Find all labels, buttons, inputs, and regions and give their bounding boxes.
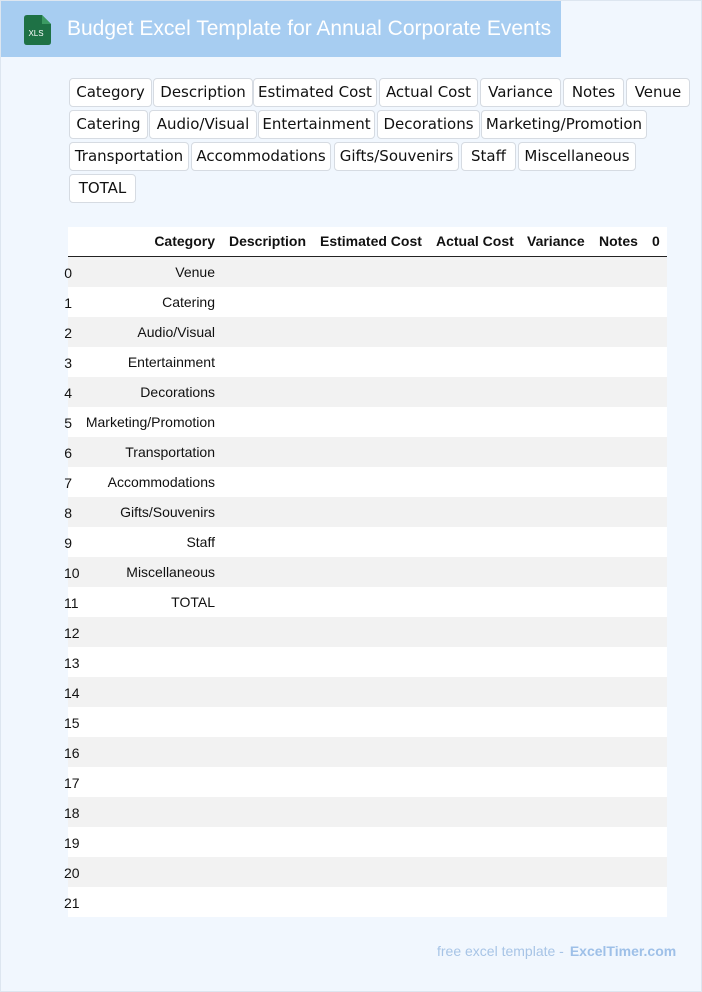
page-title: Budget Excel Template for Annual Corporate Events	[67, 17, 552, 40]
chip[interactable]: Description	[153, 78, 253, 107]
row-index: 5	[64, 415, 72, 431]
header-bar	[1, 1, 561, 57]
chip[interactable]: Catering	[69, 110, 148, 139]
chip[interactable]: Marketing/Promotion	[481, 110, 647, 139]
data-table	[64, 227, 667, 917]
table-row	[64, 617, 667, 647]
footer-text: free excel template -	[437, 943, 564, 959]
table-row	[64, 587, 667, 617]
chip[interactable]: Venue	[626, 78, 690, 107]
row-index: 1	[64, 295, 72, 311]
table-row	[64, 437, 667, 467]
row-index: 13	[64, 655, 80, 671]
footer-brand-link[interactable]: ExcelTimer.com	[569, 943, 677, 959]
table-row	[64, 647, 667, 677]
chip[interactable]: Audio/Visual	[149, 110, 257, 139]
chip[interactable]: Accommodations	[191, 142, 331, 171]
category-cell[interactable]: Catering	[162, 294, 215, 310]
row-index: 8	[64, 505, 72, 521]
column-header: Notes	[599, 233, 638, 249]
table-row	[64, 407, 667, 437]
svg-text:XLS: XLS	[28, 29, 44, 38]
category-cell[interactable]: Staff	[186, 534, 215, 550]
category-cell[interactable]: Venue	[175, 264, 215, 280]
category-cell[interactable]: TOTAL	[171, 594, 215, 610]
row-index: 11	[64, 595, 79, 611]
row-index: 16	[64, 745, 80, 761]
table-row	[64, 797, 667, 827]
chip[interactable]: TOTAL	[69, 174, 136, 203]
chip[interactable]: Notes	[563, 78, 624, 107]
row-index: 6	[64, 445, 72, 461]
chip[interactable]: Miscellaneous	[518, 142, 636, 171]
row-index: 14	[64, 685, 80, 701]
row-index: 2	[64, 325, 72, 341]
table-row	[64, 467, 667, 497]
category-cell[interactable]: Audio/Visual	[137, 324, 215, 340]
chip[interactable]: Transportation	[69, 142, 189, 171]
category-cell[interactable]: Miscellaneous	[126, 564, 215, 580]
row-index: 17	[64, 775, 80, 791]
row-index: 12	[64, 625, 80, 641]
table-row	[64, 857, 667, 887]
row-index: 4	[64, 385, 72, 401]
row-index: 3	[64, 355, 72, 371]
row-index: 20	[64, 865, 80, 881]
table-row	[64, 767, 667, 797]
column-header: Description	[229, 233, 307, 249]
column-header: 0	[652, 233, 660, 249]
row-index: 18	[64, 805, 80, 821]
column-header: Estimated Cost	[320, 233, 422, 249]
row-index: 15	[64, 715, 80, 731]
chip[interactable]: Variance	[480, 78, 561, 107]
footer-credit	[437, 943, 676, 959]
chip[interactable]: Actual Cost	[379, 78, 478, 107]
row-index: 9	[64, 535, 72, 551]
column-header: Category	[154, 233, 215, 249]
row-index: 10	[64, 565, 80, 581]
table-row	[64, 317, 667, 347]
table-row	[64, 707, 667, 737]
table-row	[64, 677, 667, 707]
row-index: 19	[64, 835, 80, 851]
table-row	[64, 257, 667, 287]
chip[interactable]: Decorations	[377, 110, 480, 139]
category-cell[interactable]: Decorations	[140, 384, 215, 400]
column-header: Actual Cost	[436, 233, 514, 249]
table-row	[64, 557, 667, 587]
row-index: 7	[64, 475, 72, 491]
category-cell[interactable]: Entertainment	[127, 354, 215, 370]
chip[interactable]: Entertainment	[258, 110, 375, 139]
chip[interactable]: Estimated Cost	[253, 78, 377, 107]
table-row	[64, 497, 667, 527]
category-cell[interactable]: Marketing/Promotion	[85, 414, 215, 430]
row-index: 21	[64, 895, 80, 911]
category-cell[interactable]: Gifts/Souvenirs	[120, 504, 215, 520]
xls-file-icon	[23, 15, 51, 45]
category-cell[interactable]: Accommodations	[107, 474, 215, 490]
table-row	[64, 347, 667, 377]
chip[interactable]: Category	[69, 78, 152, 107]
column-header: Variance	[527, 233, 585, 249]
chip[interactable]: Staff	[461, 142, 516, 171]
table-row	[64, 287, 667, 317]
table-row	[64, 737, 667, 767]
table-row	[64, 377, 667, 407]
chip[interactable]: Gifts/Souvenirs	[334, 142, 459, 171]
table-row	[64, 827, 667, 857]
row-index: 0	[64, 265, 72, 281]
category-cell[interactable]: Transportation	[125, 444, 215, 460]
table-row	[64, 887, 667, 917]
table-row	[64, 527, 667, 557]
